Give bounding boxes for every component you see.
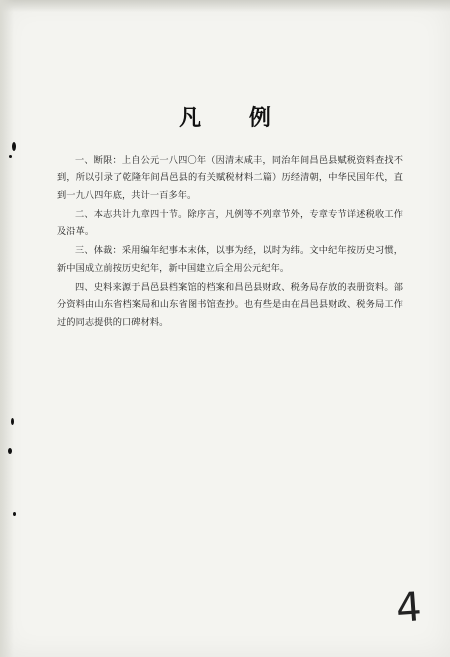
scan-speck [12,142,16,151]
scan-speck [11,418,14,425]
page-title: 凡 例 [179,105,291,131]
convention-paragraph-1: 一、断限：上自公元一八四〇年（因清末咸丰，同治年间昌邑县赋税资料查找不到，所以引录了乾隆年间昌邑县的有关赋税材料二篇）历经清朝，中华民国年代，直到一九八四年底，共计一百多年。 [57,155,403,201]
scan-speck [8,448,12,454]
page-binding-shadow [0,0,14,657]
conventions-body [57,152,403,333]
convention-paragraph-2: 二、本志共计九章四十节。除序言，凡例等不列章节外，专章专节详述税收工作及沿革。 [57,208,403,238]
convention-paragraph-3: 三、体裁：采用编年纪事本末体，以事为经，以时为纬。文中纪年按历史习惯，新中国成立前按历史纪年，新中国建立后全用公元纪年。 [57,245,403,274]
handwritten-page-number: 4 [394,584,424,632]
convention-paragraph-4: 四、史料来源于昌邑县档案馆的档案和昌邑县财政、税务局存放的表册资料。部分资料由山东省档案局和山东省图书馆查抄。也有些是由在昌邑县财政、税务局工作过的同志提供的口碑材料。 [57,282,403,328]
scan-speck [13,512,16,516]
scan-speck [9,155,12,158]
page-top-shadow [0,0,450,12]
